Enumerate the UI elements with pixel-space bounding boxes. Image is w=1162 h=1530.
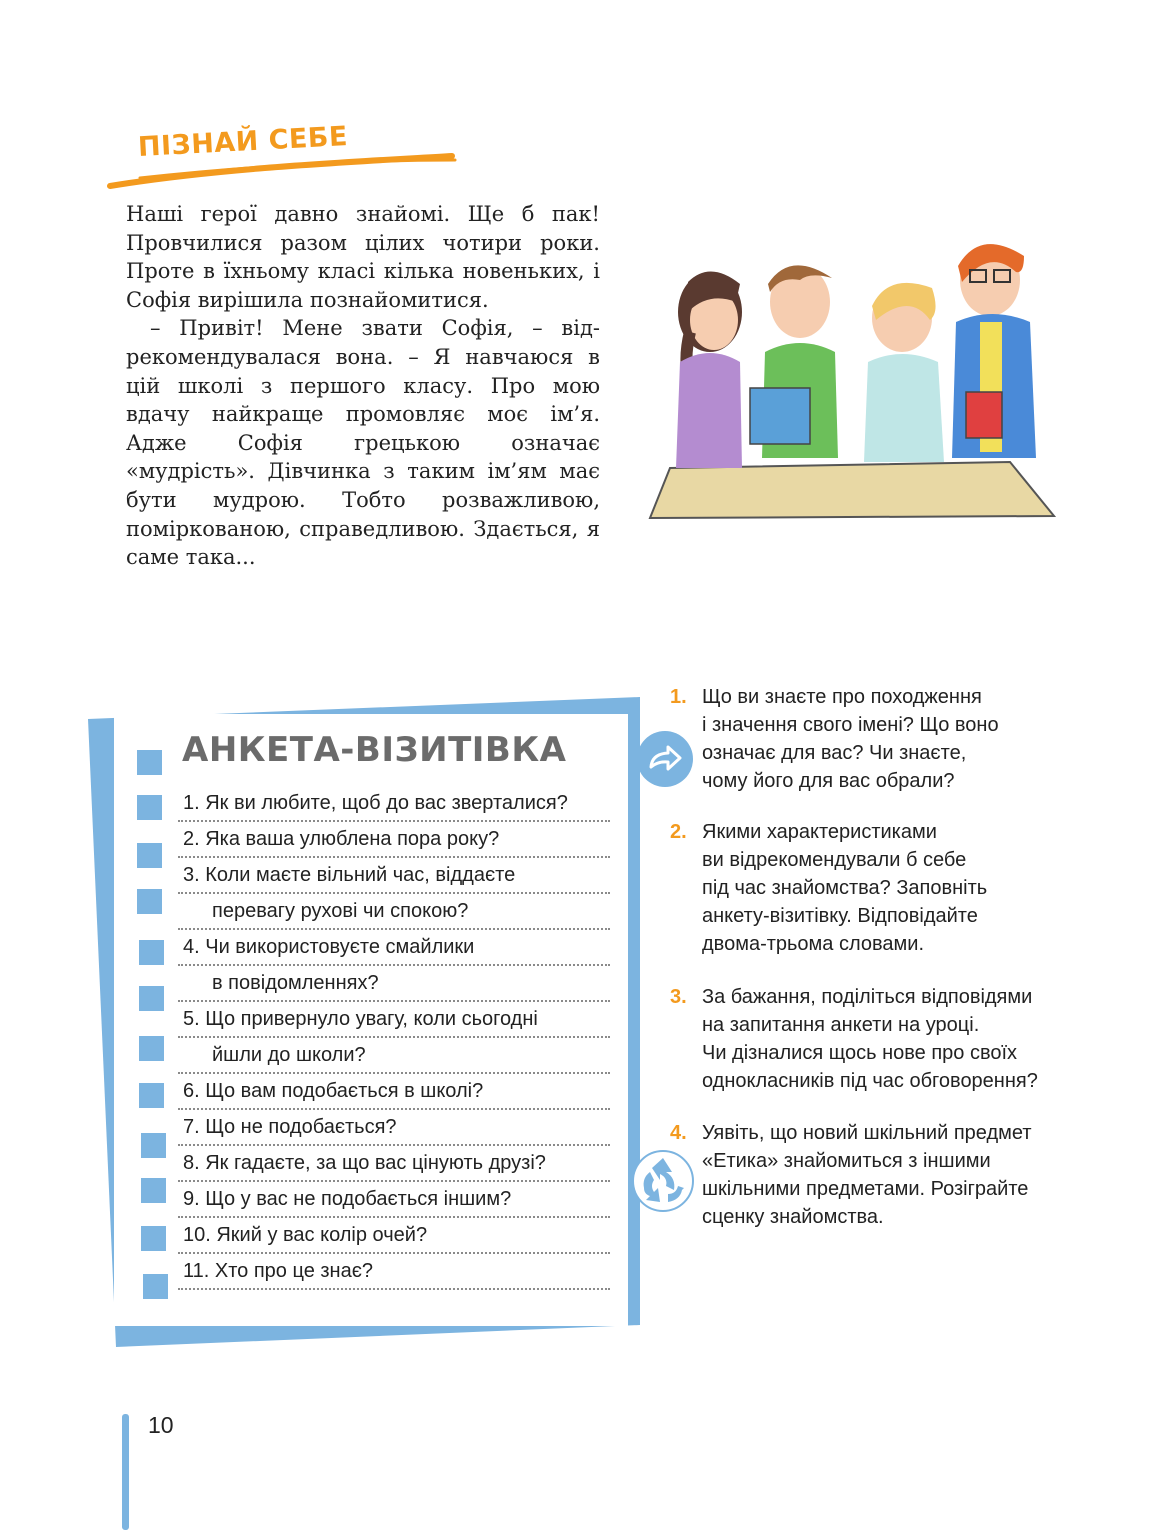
checkbox-square xyxy=(137,843,162,868)
question-line[interactable]: 9. Що у вас не подобається іншим? xyxy=(178,1182,610,1218)
question-line[interactable]: перевагу рухові чи спокою? xyxy=(178,894,610,930)
task-number: 2. xyxy=(670,821,687,843)
task-item xyxy=(670,683,1090,795)
checkbox-square xyxy=(139,986,164,1011)
task-number: 3. xyxy=(670,986,687,1008)
task-text: Уявіть, що новий шкільний предмет «Етика» знайомиться з іншими шкільними предметами. Розіграйте сценку знайомства. xyxy=(702,1122,1032,1228)
question-line: 4. Чи використовуєте смайлики xyxy=(178,930,610,966)
checkbox-square xyxy=(139,1083,164,1108)
checkbox-square xyxy=(139,940,164,965)
question-line: 3. Коли маєте вільний час, віддаєте xyxy=(178,858,610,894)
kids-illustration xyxy=(640,222,1060,522)
task-number: 4. xyxy=(670,1122,687,1144)
task-item xyxy=(670,1119,1090,1231)
question-line[interactable]: 7. Що не подобається? xyxy=(178,1110,610,1146)
title-underline xyxy=(100,148,470,198)
page-number: 10 xyxy=(148,1412,174,1438)
question-line[interactable]: 11. Хто про це знає? xyxy=(178,1254,610,1290)
checkbox-square xyxy=(137,889,162,914)
checkbox-square xyxy=(139,1036,164,1061)
question-line[interactable]: 8. Як гадаєте, за що вас цінують друзі? xyxy=(178,1146,610,1182)
checkbox-square xyxy=(143,1274,168,1299)
story-paragraph-1: Наші герої давно знайомі. Ще б пак! Провчилися разом цілих чотири роки. Проте в їхньому класі кілька новеньких, і Софія вирішила познайомитися. xyxy=(126,202,600,312)
checkbox-square xyxy=(141,1178,166,1203)
task-text: Що ви знаєте про походження і значення свого імені? Що воно означає для вас? Чи знаєте, чому його для вас обрали? xyxy=(702,686,999,792)
question-line[interactable]: 2. Яка ваша улюблена пора року? xyxy=(178,822,610,858)
question-line[interactable]: 6. Що вам подобається в школі? xyxy=(178,1074,610,1110)
task-text: Якими характеристиками ви відрекомендували б себе під час знайомства? Заповніть анкету-візитівку. Відповідайте двома-трьома словами. xyxy=(702,821,988,955)
section-title: ПІЗНАЙ СЕБЕ xyxy=(137,121,349,163)
card-title: АНКЕТА-ВІЗИТІВКА xyxy=(182,730,567,770)
task-item xyxy=(670,983,1090,1095)
checkbox-square xyxy=(141,1226,166,1251)
story-paragraph-2: – Привіт! Мене звати Софія, – відрекомендувалася вона. – Я навчаюся в цій школі з першого класу. Про мою вдачу найкраще промовляє моє ім’я. Адже Софія грецькою означає «мудрість». Дівчинка з таким ім’ям має бути мудрою. Тобто розважливою, поміркованою, справедливою. Здається, я саме така... xyxy=(126,316,600,570)
task-item xyxy=(670,818,1090,958)
task-text: За бажання, поділіться відповідями на запитання анкети на уроці. Чи дізналися щось нове про своїх однокласників під час обговорення? xyxy=(702,986,1038,1092)
task-number: 1. xyxy=(670,686,687,708)
checkbox-square xyxy=(137,750,162,775)
question-line[interactable]: 1. Як ви любите, щоб до вас зверталися? xyxy=(178,786,610,822)
story-text xyxy=(126,200,600,572)
question-line: 5. Що привернуло увагу, коли сьогодні xyxy=(178,1002,610,1038)
page-edge-bar xyxy=(122,1414,129,1530)
checkbox-square xyxy=(137,795,162,820)
question-line[interactable]: йшли до школи? xyxy=(178,1038,610,1074)
question-line[interactable]: в повідомленнях? xyxy=(178,966,610,1002)
checkbox-square xyxy=(141,1133,166,1158)
question-line[interactable]: 10. Який у вас колір очей? xyxy=(178,1218,610,1254)
